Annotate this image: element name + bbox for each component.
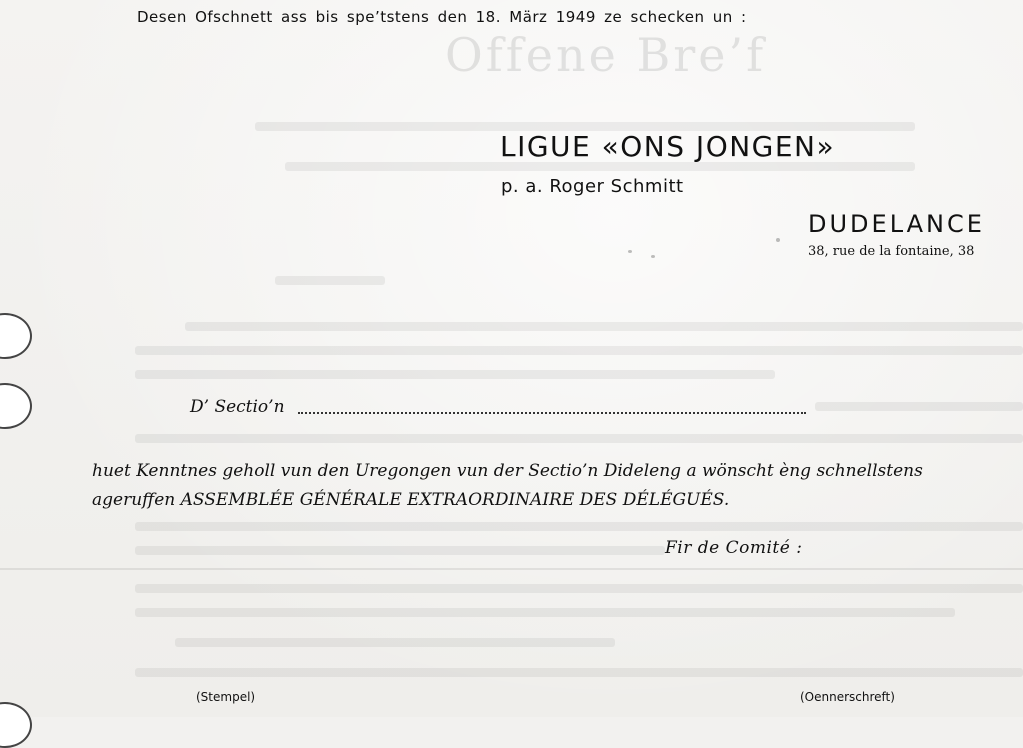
- intro-text: Desen Ofschnett ass bis spe’tstens den 18. März 1949 ze schecken un :: [137, 8, 747, 26]
- bleed-through-title: Offene Bre’f: [445, 28, 767, 82]
- committee-label: Fir de Comité :: [665, 538, 803, 558]
- ink-speck: [651, 255, 655, 258]
- signature-label: (Oennerschreft): [800, 690, 895, 704]
- section-label: D’ Sectio’n: [190, 397, 285, 417]
- stamp-label: (Stempel): [196, 690, 256, 704]
- ink-speck: [628, 250, 632, 253]
- recipient-contact: p. a. Roger Schmitt: [501, 176, 684, 197]
- recipient-organization: LIGUE «ONS JONGEN»: [500, 130, 836, 163]
- body-line-1: huet Kenntnes geholl vun den Uregongen vun der Sectio’n Dideleng a wönscht èng schnellstens: [92, 461, 923, 481]
- punch-hole-icon: [0, 313, 32, 359]
- punch-hole-icon: [0, 702, 32, 748]
- recipient-street: 38, rue de la fontaine, 38: [808, 244, 975, 259]
- recipient-city: DUDELANCE: [808, 210, 985, 238]
- ink-speck: [776, 238, 780, 242]
- section-name-field[interactable]: [298, 412, 806, 414]
- body-line-2: ageruffen ASSEMBLÉE GÉNÉRALE EXTRAORDINAIRE DES DÉLÉGUÉS.: [92, 490, 730, 510]
- punch-hole-icon: [0, 383, 32, 429]
- paper-fold: [0, 568, 1023, 570]
- body-text: [92, 457, 1023, 515]
